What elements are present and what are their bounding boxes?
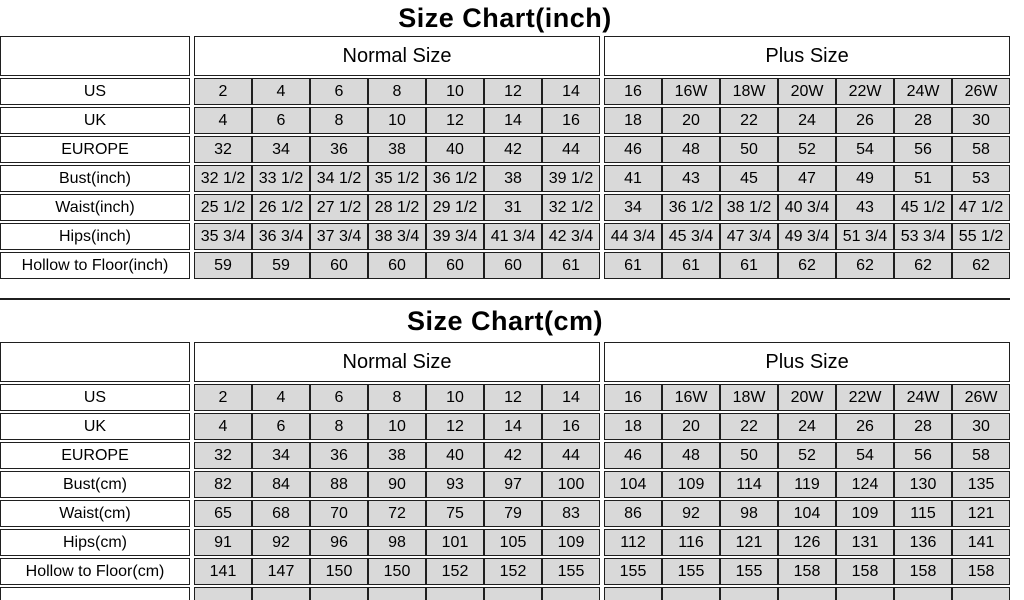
size-value-cell: 25 1/2 [194, 194, 252, 221]
size-chart-inch-block [0, 0, 1010, 281]
size-value-cell: 75 [426, 500, 484, 527]
size-row [0, 136, 1010, 163]
size-value-cell: 48 [662, 442, 720, 469]
size-value-cell: 16 [604, 78, 662, 105]
size-value-cell: 92 [662, 500, 720, 527]
size-value-cell: 112 [604, 529, 662, 556]
size-value-cell: 14 [542, 78, 600, 105]
size-value-cell: 109 [542, 529, 600, 556]
size-value-cell: 33 1/2 [252, 165, 310, 192]
size-value-cell: 136 [894, 529, 952, 556]
size-value-cell [662, 587, 720, 600]
size-row [0, 165, 1010, 192]
size-value-cell: 70 [310, 500, 368, 527]
size-value-cell: 12 [484, 384, 542, 411]
size-value-cell: 41 [604, 165, 662, 192]
size-value-cell: 104 [604, 471, 662, 498]
size-value-cell: 34 [252, 136, 310, 163]
size-value-cell: 109 [662, 471, 720, 498]
size-value-cell: 43 [836, 194, 894, 221]
size-value-cell [310, 587, 368, 600]
row-label-cell: Hollow to Floor(inch) [0, 252, 190, 279]
size-value-cell: 158 [894, 558, 952, 585]
size-row [0, 529, 1010, 556]
size-value-cell: 155 [662, 558, 720, 585]
size-value-cell: 18 [604, 107, 662, 134]
size-value-cell: 59 [252, 252, 310, 279]
size-value-cell: 155 [604, 558, 662, 585]
size-value-cell: 16W [662, 78, 720, 105]
size-value-cell: 60 [368, 252, 426, 279]
size-value-cell: 24W [894, 384, 952, 411]
size-value-cell: 26W [952, 384, 1010, 411]
size-value-cell: 20 [662, 413, 720, 440]
size-value-cell: 105 [484, 529, 542, 556]
size-value-cell: 35 3/4 [194, 223, 252, 250]
size-value-cell: 62 [952, 252, 1010, 279]
corner-cell [0, 342, 190, 382]
group-header-normal: Normal Size [194, 36, 600, 76]
size-value-cell: 150 [368, 558, 426, 585]
size-value-cell: 47 1/2 [952, 194, 1010, 221]
size-value-cell: 44 3/4 [604, 223, 662, 250]
size-value-cell: 37 3/4 [310, 223, 368, 250]
size-value-cell: 56 [894, 136, 952, 163]
size-value-cell: 6 [252, 413, 310, 440]
size-value-cell: 109 [836, 500, 894, 527]
size-value-cell: 88 [310, 471, 368, 498]
size-value-cell [542, 587, 600, 600]
row-label-cell: UK [0, 413, 190, 440]
row-label-cell: EUROPE [0, 136, 190, 163]
size-value-cell [252, 587, 310, 600]
size-value-cell [426, 587, 484, 600]
size-value-cell: 24 [778, 107, 836, 134]
size-value-cell: 121 [720, 529, 778, 556]
size-value-cell: 45 3/4 [662, 223, 720, 250]
size-value-cell: 10 [368, 413, 426, 440]
size-value-cell: 53 3/4 [894, 223, 952, 250]
size-value-cell: 61 [662, 252, 720, 279]
size-value-cell: 8 [368, 384, 426, 411]
row-label-cell: US [0, 78, 190, 105]
size-value-cell: 61 [720, 252, 778, 279]
size-value-cell: 6 [310, 78, 368, 105]
size-value-cell: 18 [604, 413, 662, 440]
size-value-cell: 68 [252, 500, 310, 527]
row-label-cell: Hips(inch) [0, 223, 190, 250]
size-value-cell: 22 [720, 107, 778, 134]
size-row [0, 442, 1010, 469]
row-label-cell [0, 587, 190, 600]
size-row [0, 223, 1010, 250]
size-value-cell: 16 [542, 107, 600, 134]
size-value-cell: 27 1/2 [310, 194, 368, 221]
size-value-cell: 58 [952, 136, 1010, 163]
size-chart-inch-title: Size Chart(inch) [398, 3, 612, 33]
size-value-cell: 36 [310, 442, 368, 469]
size-value-cell [484, 587, 542, 600]
size-value-cell: 62 [778, 252, 836, 279]
size-value-cell: 14 [484, 413, 542, 440]
size-value-cell: 24W [894, 78, 952, 105]
size-value-cell: 44 [542, 136, 600, 163]
size-value-cell: 119 [778, 471, 836, 498]
size-value-cell: 61 [542, 252, 600, 279]
size-value-cell: 124 [836, 471, 894, 498]
size-value-cell: 62 [836, 252, 894, 279]
size-value-cell: 98 [368, 529, 426, 556]
size-value-cell: 45 1/2 [894, 194, 952, 221]
size-value-cell: 58 [952, 442, 1010, 469]
size-value-cell: 130 [894, 471, 952, 498]
group-header-plus: Plus Size [604, 342, 1010, 382]
size-value-cell: 36 1/2 [662, 194, 720, 221]
size-value-cell: 42 3/4 [542, 223, 600, 250]
size-value-cell: 4 [194, 413, 252, 440]
size-value-cell: 2 [194, 78, 252, 105]
size-value-cell: 158 [952, 558, 1010, 585]
size-value-cell: 147 [252, 558, 310, 585]
size-value-cell: 4 [252, 384, 310, 411]
size-value-cell: 22W [836, 78, 894, 105]
size-value-cell: 30 [952, 413, 1010, 440]
size-value-cell: 48 [662, 136, 720, 163]
size-value-cell: 86 [604, 500, 662, 527]
size-value-cell: 150 [310, 558, 368, 585]
size-row [0, 107, 1010, 134]
size-row [0, 558, 1010, 585]
size-value-cell: 98 [720, 500, 778, 527]
size-value-cell: 14 [484, 107, 542, 134]
size-value-cell: 72 [368, 500, 426, 527]
size-value-cell: 116 [662, 529, 720, 556]
size-value-cell: 26 [836, 107, 894, 134]
size-value-cell: 42 [484, 442, 542, 469]
size-value-cell: 38 [368, 136, 426, 163]
group-header-plus: Plus Size [604, 36, 1010, 76]
size-value-cell: 34 [252, 442, 310, 469]
row-label-cell: UK [0, 107, 190, 134]
size-value-cell: 155 [720, 558, 778, 585]
size-value-cell: 39 3/4 [426, 223, 484, 250]
size-value-cell: 26 [836, 413, 894, 440]
size-row [0, 384, 1010, 411]
size-value-cell: 6 [252, 107, 310, 134]
size-value-cell: 96 [310, 529, 368, 556]
size-value-cell [720, 587, 778, 600]
size-value-cell: 38 [484, 165, 542, 192]
row-label-cell: Waist(inch) [0, 194, 190, 221]
size-row [0, 471, 1010, 498]
size-value-cell: 62 [894, 252, 952, 279]
size-value-cell: 24 [778, 413, 836, 440]
size-value-cell: 12 [426, 413, 484, 440]
size-value-cell: 40 [426, 136, 484, 163]
size-value-cell: 16W [662, 384, 720, 411]
size-value-cell: 16 [542, 413, 600, 440]
size-value-cell: 152 [426, 558, 484, 585]
size-value-cell [836, 587, 894, 600]
row-label-cell: US [0, 384, 190, 411]
size-value-cell: 61 [604, 252, 662, 279]
size-value-cell: 91 [194, 529, 252, 556]
size-value-cell: 38 3/4 [368, 223, 426, 250]
size-value-cell: 104 [778, 500, 836, 527]
size-value-cell: 12 [426, 107, 484, 134]
size-value-cell: 100 [542, 471, 600, 498]
size-value-cell: 40 [426, 442, 484, 469]
size-value-cell: 36 1/2 [426, 165, 484, 192]
size-value-cell: 32 1/2 [542, 194, 600, 221]
size-table-cm [0, 340, 1010, 600]
size-value-cell: 52 [778, 442, 836, 469]
size-row [0, 413, 1010, 440]
size-value-cell: 28 [894, 107, 952, 134]
size-value-cell [894, 587, 952, 600]
group-header-row [0, 342, 1010, 382]
size-value-cell: 49 [836, 165, 894, 192]
size-value-cell: 8 [368, 78, 426, 105]
size-value-cell: 20 [662, 107, 720, 134]
row-label-cell: EUROPE [0, 442, 190, 469]
row-label-cell: Hips(cm) [0, 529, 190, 556]
size-value-cell: 45 [720, 165, 778, 192]
group-header-row [0, 36, 1010, 76]
size-value-cell: 14 [542, 384, 600, 411]
size-value-cell: 158 [778, 558, 836, 585]
size-value-cell: 34 1/2 [310, 165, 368, 192]
size-value-cell: 2 [194, 384, 252, 411]
size-value-cell: 38 [368, 442, 426, 469]
size-value-cell: 47 3/4 [720, 223, 778, 250]
size-value-cell [604, 587, 662, 600]
size-value-cell: 126 [778, 529, 836, 556]
size-table-inch [0, 34, 1010, 281]
size-chart-cm-title: Size Chart(cm) [406, 306, 604, 336]
size-row [0, 78, 1010, 105]
size-value-cell: 93 [426, 471, 484, 498]
size-value-cell: 60 [484, 252, 542, 279]
size-value-cell: 114 [720, 471, 778, 498]
size-value-cell: 35 1/2 [368, 165, 426, 192]
size-value-cell: 38 1/2 [720, 194, 778, 221]
size-value-cell: 28 1/2 [368, 194, 426, 221]
size-value-cell: 30 [952, 107, 1010, 134]
size-value-cell: 50 [720, 442, 778, 469]
size-value-cell: 10 [368, 107, 426, 134]
size-value-cell: 41 3/4 [484, 223, 542, 250]
size-value-cell: 8 [310, 107, 368, 134]
size-value-cell: 121 [952, 500, 1010, 527]
size-value-cell: 26 1/2 [252, 194, 310, 221]
size-value-cell: 54 [836, 442, 894, 469]
size-value-cell: 10 [426, 78, 484, 105]
group-header-normal: Normal Size [194, 342, 600, 382]
size-value-cell: 115 [894, 500, 952, 527]
size-value-cell: 83 [542, 500, 600, 527]
size-value-cell: 43 [662, 165, 720, 192]
size-value-cell: 42 [484, 136, 542, 163]
size-value-cell: 18W [720, 384, 778, 411]
size-value-cell: 90 [368, 471, 426, 498]
size-value-cell: 32 1/2 [194, 165, 252, 192]
size-value-cell: 56 [894, 442, 952, 469]
size-value-cell: 32 [194, 136, 252, 163]
partial-clipped-row [0, 587, 1010, 600]
size-value-cell: 135 [952, 471, 1010, 498]
size-value-cell: 54 [836, 136, 894, 163]
size-value-cell [194, 587, 252, 600]
size-value-cell [778, 587, 836, 600]
size-value-cell: 92 [252, 529, 310, 556]
size-value-cell: 31 [484, 194, 542, 221]
size-value-cell: 10 [426, 384, 484, 411]
size-value-cell: 22W [836, 384, 894, 411]
size-value-cell: 53 [952, 165, 1010, 192]
size-value-cell: 4 [252, 78, 310, 105]
size-value-cell [368, 587, 426, 600]
size-value-cell: 36 3/4 [252, 223, 310, 250]
size-value-cell: 28 [894, 413, 952, 440]
size-value-cell: 52 [778, 136, 836, 163]
size-value-cell: 36 [310, 136, 368, 163]
size-value-cell: 22 [720, 413, 778, 440]
size-value-cell: 60 [426, 252, 484, 279]
size-value-cell: 50 [720, 136, 778, 163]
size-value-cell: 4 [194, 107, 252, 134]
row-label-cell: Waist(cm) [0, 500, 190, 527]
corner-cell [0, 36, 190, 76]
size-value-cell: 26W [952, 78, 1010, 105]
size-value-cell: 44 [542, 442, 600, 469]
size-value-cell: 20W [778, 78, 836, 105]
size-value-cell: 8 [310, 413, 368, 440]
size-value-cell: 29 1/2 [426, 194, 484, 221]
size-value-cell: 152 [484, 558, 542, 585]
size-value-cell: 40 3/4 [778, 194, 836, 221]
size-value-cell: 46 [604, 442, 662, 469]
size-row [0, 252, 1010, 279]
size-value-cell: 131 [836, 529, 894, 556]
size-value-cell: 55 1/2 [952, 223, 1010, 250]
size-chart-cm-block [0, 298, 1010, 600]
size-value-cell: 47 [778, 165, 836, 192]
size-value-cell: 155 [542, 558, 600, 585]
size-value-cell: 6 [310, 384, 368, 411]
size-value-cell: 51 [894, 165, 952, 192]
size-value-cell: 32 [194, 442, 252, 469]
size-value-cell: 101 [426, 529, 484, 556]
size-row [0, 194, 1010, 221]
size-value-cell: 51 3/4 [836, 223, 894, 250]
row-label-cell: Bust(inch) [0, 165, 190, 192]
size-value-cell: 158 [836, 558, 894, 585]
size-value-cell: 46 [604, 136, 662, 163]
size-value-cell [952, 587, 1010, 600]
size-value-cell: 65 [194, 500, 252, 527]
size-value-cell: 79 [484, 500, 542, 527]
size-value-cell: 60 [310, 252, 368, 279]
size-value-cell: 97 [484, 471, 542, 498]
size-value-cell: 18W [720, 78, 778, 105]
size-value-cell: 82 [194, 471, 252, 498]
size-value-cell: 49 3/4 [778, 223, 836, 250]
size-value-cell: 141 [952, 529, 1010, 556]
size-value-cell: 12 [484, 78, 542, 105]
row-label-cell: Bust(cm) [0, 471, 190, 498]
size-value-cell: 16 [604, 384, 662, 411]
size-value-cell: 34 [604, 194, 662, 221]
size-value-cell: 39 1/2 [542, 165, 600, 192]
size-value-cell: 84 [252, 471, 310, 498]
size-value-cell: 59 [194, 252, 252, 279]
size-value-cell: 20W [778, 384, 836, 411]
size-row [0, 500, 1010, 527]
size-value-cell: 141 [194, 558, 252, 585]
row-label-cell: Hollow to Floor(cm) [0, 558, 190, 585]
